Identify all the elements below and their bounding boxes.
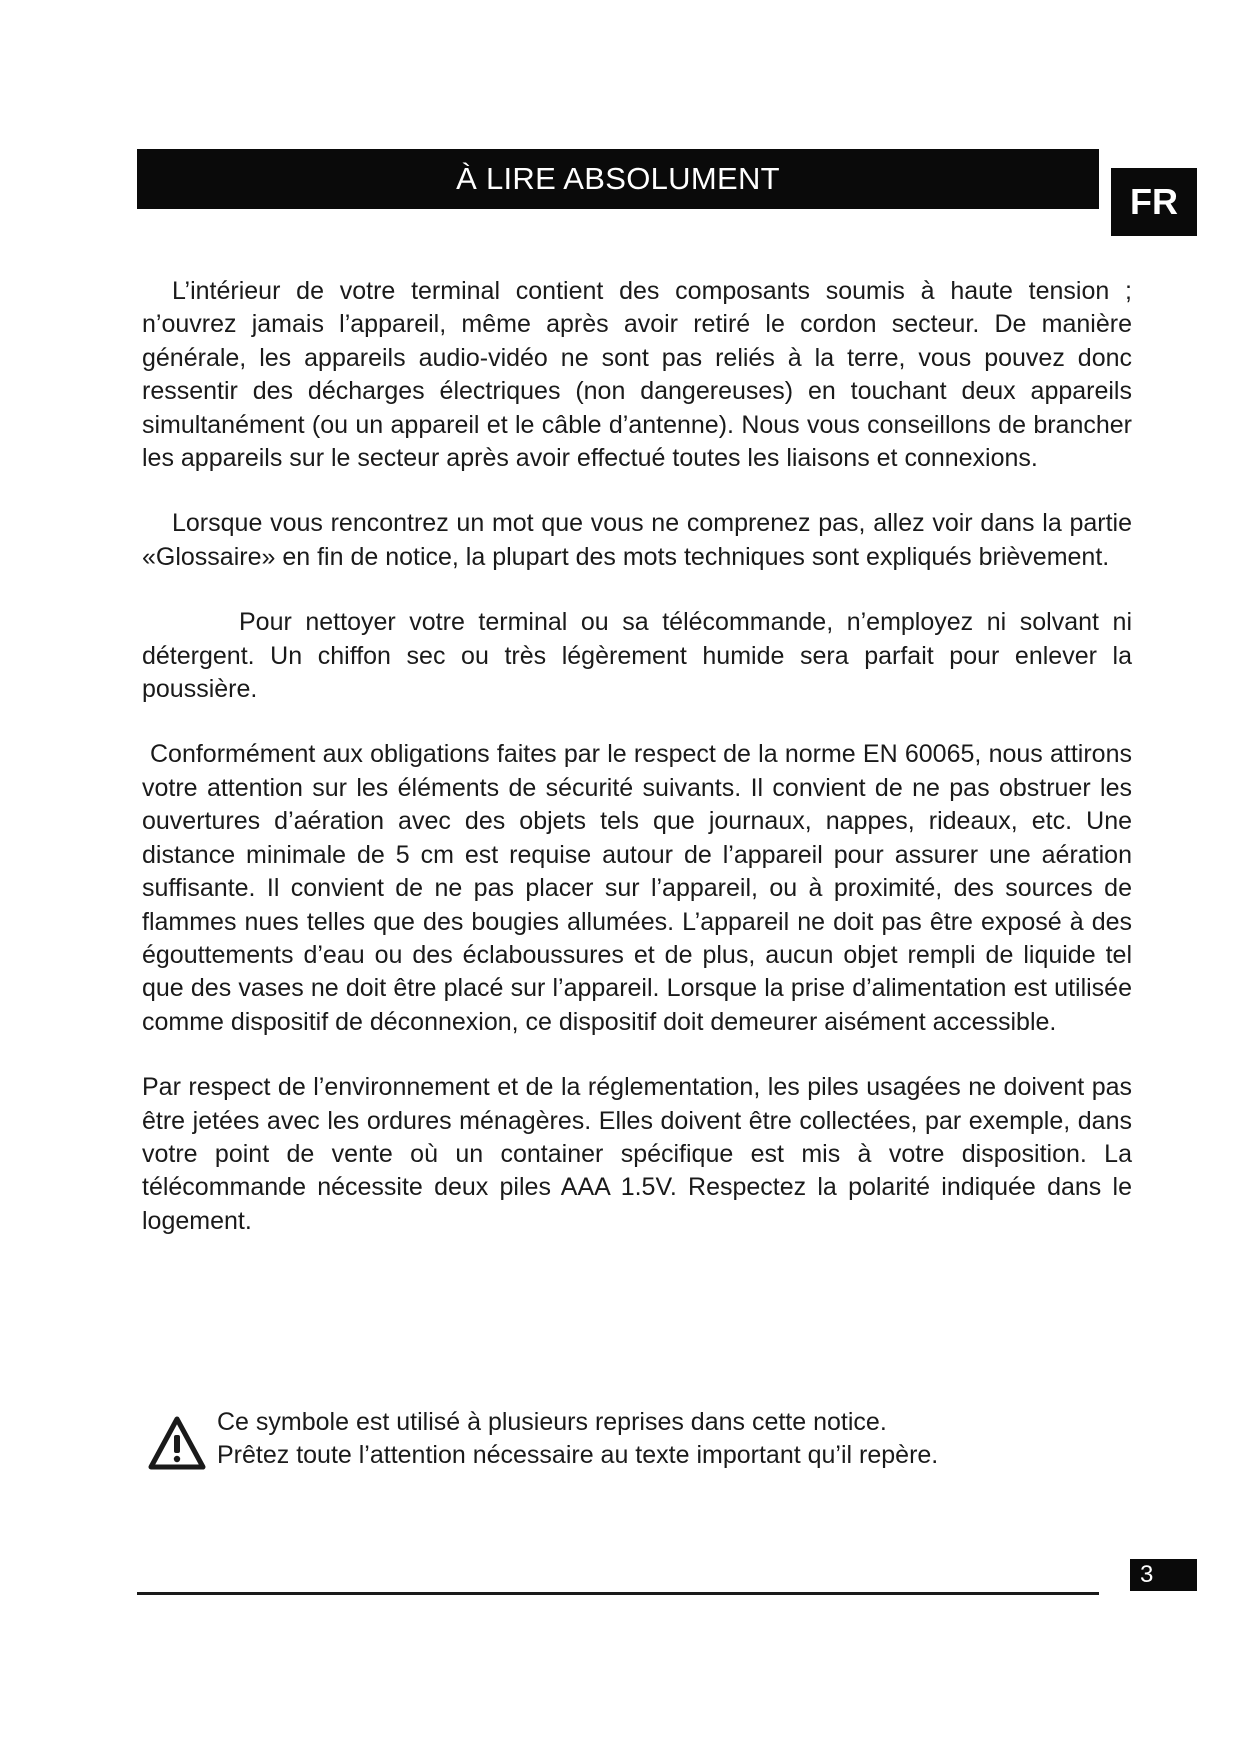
paragraph-glossary: Lorsque vous rencontrez un mot que vous ne comprenez pas, allez voir dans la partie «Glossaire» en fin de notice, la plupart des mots techniques sont expliqués brièvement. — [142, 509, 1132, 571]
warning-line-2: Prêtez toute l’attention nécessaire au texte important qu’il repère. — [217, 1441, 939, 1469]
warning-line-1: Ce symbole est utilisé à plusieurs reprises dans cette notice. — [217, 1408, 887, 1436]
warning-notice — [147, 1406, 1097, 1474]
paragraph-safety-norm: Conformément aux obligations faites par le respect de la norme EN 60065, nous attirons votre attention sur les éléments de sécurité suivants. Il convient de ne pas obstruer les ouvertures d’aération avec des objets tels que journaux, nappes, rideaux, etc. Une distance minimale de 5 cm est requise autour de l’appareil pour assurer une aération suffisante. Il convient de ne pas placer sur l’appareil, ou à proximité, des sources de flammes nues telles que des bougies allumées. L’appareil ne doit pas être exposé à des égouttements d’eau ou des éclaboussures et de plus, aucun objet rempli de liquide tel que des vases ne doit être placé sur l’appareil. Lorsque la prise d’alimentation est utilisée comme dispositif de déconnexion, ce dispositif doit demeurer aisément accessible. — [142, 740, 1132, 1036]
warning-text — [217, 1406, 938, 1472]
paragraph-cleaning: Pour nettoyer votre terminal ou sa télécommande, n’employez ni solvant ni détergent. Un chiffon sec ou très légèrement humide sera parfait pour enlever la poussière. — [142, 608, 1132, 704]
language-tab: FR — [1111, 168, 1197, 236]
page-number: 3 — [1130, 1559, 1197, 1591]
footer-divider — [137, 1592, 1099, 1595]
page-title: À LIRE ABSOLUMENT — [137, 149, 1099, 209]
paragraph-high-voltage: L’intérieur de votre terminal contient des composants soumis à haute tension ; n’ouvrez jamais l’appareil, même après avoir retiré le cordon secteur. De manière générale, les appareils audio-vidéo ne sont pas reliés à la terre, vous pouvez donc ressentir des décharges électriques (non dangereuses) en touchant deux appareils simultanément (ou un appareil et le câble d’antenne). Nous vous conseillons de brancher les appareils sur le secteur après avoir effectué toutes les liaisons et connexions. — [142, 277, 1132, 473]
paragraph-batteries: Par respect de l’environnement et de la réglementation, les piles usagées ne doivent pas être jetées avec les ordures ménagères. Elles doivent être collectées, par exemple, dans votre point de vente où un container spécifique est mis à votre disposition. La télécommande nécessite deux piles AAA 1.5V. Respectez la polarité indiquée dans le logement. — [142, 1073, 1132, 1235]
warning-triangle-icon — [147, 1414, 207, 1474]
body-content — [142, 275, 1132, 1238]
